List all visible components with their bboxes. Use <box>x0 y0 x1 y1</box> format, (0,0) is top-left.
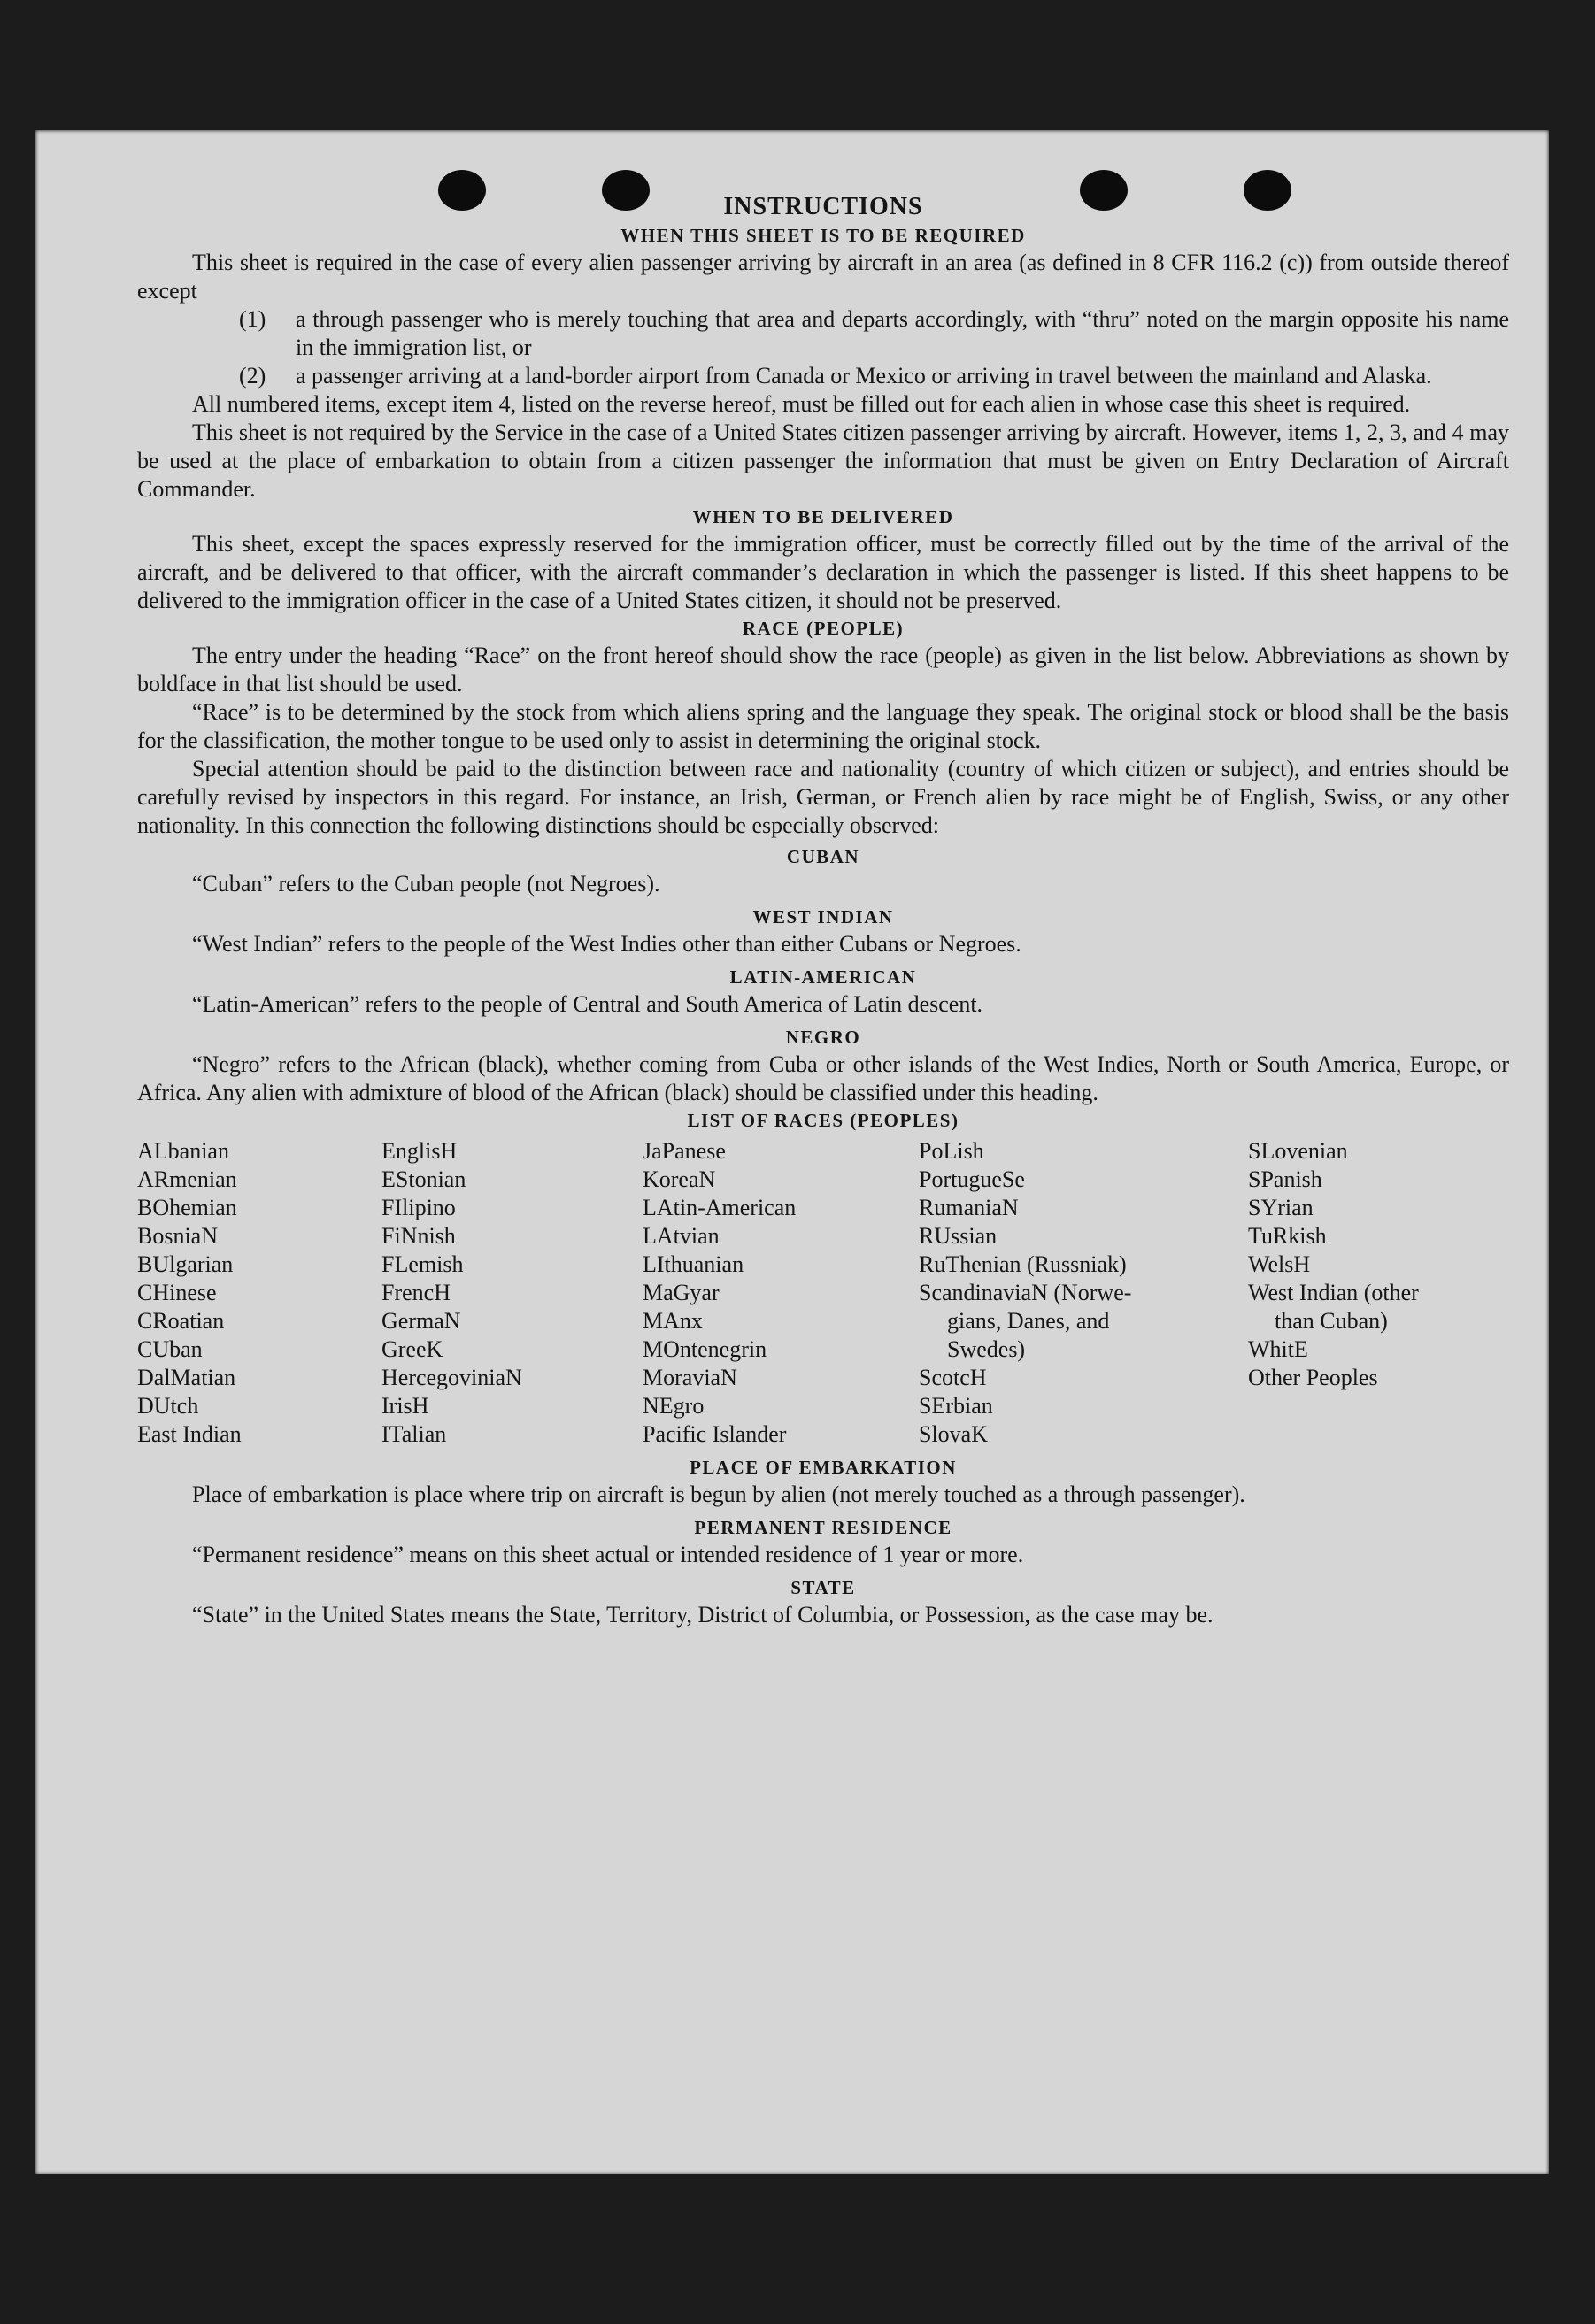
section-heading-latin-american: LATIN-AMERICAN <box>729 966 917 988</box>
race-paragraph: “Race” is to be determined by the stock from which aliens spring and the language they speak. The original stock or blood shall be the basis for the classification, the mother tongue to be used only to assist in determining the original stock. <box>137 699 1509 753</box>
race-paragraph: The entry under the heading “Race” on the front hereof should show the race (people) as given in the list below. Abbreviations as shown by boldface in that list should be used. <box>137 643 1509 696</box>
required-paragraph: All numbered items, except item 4, listed on the reverse hereof, must be filled out for each alien in whose case this sheet is required. <box>192 391 1411 417</box>
instructions-content <box>137 192 1509 1629</box>
race-entry: LAtvian <box>643 1223 720 1249</box>
race-entry: RuThenian (Russniak) <box>919 1251 1127 1277</box>
race-entry: DUtch <box>137 1393 199 1419</box>
race-entry: SPanish <box>1248 1166 1322 1192</box>
item-number: (1) <box>239 306 266 332</box>
section-heading-west-indian: WEST INDIAN <box>752 906 894 927</box>
races-column <box>919 1137 1248 1449</box>
race-entry: HercegoviniaN <box>381 1365 522 1390</box>
race-entry: FLemish <box>381 1251 464 1277</box>
race-entry: CUban <box>137 1336 203 1362</box>
race-entry: RUssian <box>919 1223 998 1249</box>
race-entry: GermaN <box>381 1308 461 1334</box>
race-entry: MOntenegrin <box>643 1336 767 1362</box>
race-entry: MoraviaN <box>643 1365 737 1390</box>
races-column <box>643 1137 919 1449</box>
latin-american-paragraph: “Latin-American” refers to the people of Central and South America of Latin descent. <box>192 991 983 1017</box>
race-entry: WelsH <box>1248 1251 1311 1277</box>
race-entry: BUlgarian <box>137 1251 234 1277</box>
race-entry: PoLish <box>919 1138 984 1164</box>
section-heading-state: STATE <box>790 1577 856 1598</box>
race-entry: WhitE <box>1248 1336 1308 1362</box>
race-entry: EStonian <box>381 1166 466 1192</box>
race-entry: LIthuanian <box>643 1251 744 1277</box>
race-entry: ARmenian <box>137 1166 237 1192</box>
negro-paragraph: “Negro” refers to the African (black), whether coming from Cuba or other islands of the West Indies, North or South America, Europe, or Africa. Any alien with admixture of blood of the African (black) should be classified under this heading. <box>137 1051 1509 1105</box>
race-entry: EnglisH <box>381 1138 458 1164</box>
race-entry: gians, Danes, and <box>947 1308 1110 1334</box>
required-intro: This sheet is required in the case of every alien passenger arriving by aircraft in an area (as defined in 8 CFR 116.2 (c)) from outside thereof except <box>137 250 1509 304</box>
cuban-paragraph: “Cuban” refers to the Cuban people (not Negroes). <box>192 871 660 897</box>
delivered-paragraph: This sheet, except the spaces expressly reserved for the immigration officer, must be correctly filled out by the time of the arrival of the aircraft, and be delivered to that officer, with the aircraft commander’s declaration in which the passenger is listed. If this sheet happens to be delivered to the immigration officer in the case of a United States citizen, it should not be preserved. <box>137 531 1509 613</box>
races-column <box>1248 1137 1496 1449</box>
race-entry: East Indian <box>137 1421 242 1447</box>
race-entry: SlovaK <box>919 1421 988 1447</box>
residence-paragraph: “Permanent residence” means on this sheet actual or intended residence of 1 year or more. <box>192 1542 1024 1567</box>
race-entry: BosniaN <box>137 1223 218 1249</box>
exception-item <box>137 362 1509 390</box>
required-paragraph: This sheet is not required by the Service in the case of a United States citizen passenger arriving by aircraft. However, items 1, 2, 3, and 4 may be used at the place of embarkation to obtain from a citizen passenger the information that must be given on Entry Declaration of Aircraft Commander. <box>137 419 1509 502</box>
west-indian-paragraph: “West Indian” refers to the people of the West Indies other than either Cubans or Negroes. <box>192 931 1021 957</box>
section-heading-residence: PERMANENT RESIDENCE <box>694 1517 952 1538</box>
race-entry: ScotcH <box>919 1365 987 1390</box>
race-entry: Swedes) <box>947 1336 1026 1362</box>
item-text: a through passenger who is merely touching that area and departs accordingly, with “thru” noted on the margin opposite his name in the immigration list, or <box>296 306 1509 360</box>
races-list-heading: LIST OF RACES (PEOPLES) <box>687 1110 959 1131</box>
race-entry: IrisH <box>381 1393 429 1419</box>
race-entry: KoreaN <box>643 1166 716 1192</box>
race-entry: SErbian <box>919 1393 993 1419</box>
race-entry: FiNnish <box>381 1223 456 1249</box>
race-entry: TuRkish <box>1248 1223 1327 1249</box>
document-sheet <box>35 130 1549 2174</box>
race-entry: ScandinaviaN (Norwe- <box>919 1280 1132 1305</box>
race-entry: FIlipino <box>381 1195 456 1220</box>
state-paragraph: “State” in the United States means the State, Territory, District of Columbia, or Possession, as the case may be. <box>192 1602 1214 1628</box>
race-entry: MAnx <box>643 1308 703 1334</box>
item-text: a passenger arriving at a land-border airport from Canada or Mexico or arriving in travel between the mainland and Alaska. <box>296 363 1432 389</box>
race-entry: PortugueSe <box>919 1166 1025 1192</box>
race-entry: MaGyar <box>643 1280 720 1305</box>
race-entry: SLovenian <box>1248 1138 1348 1164</box>
race-entry: West Indian (other <box>1248 1280 1419 1305</box>
race-entry: Other Peoples <box>1248 1365 1378 1390</box>
race-entry: LAtin-American <box>643 1195 797 1220</box>
section-heading-delivered: WHEN TO BE DELIVERED <box>692 506 954 527</box>
race-entry: SYrian <box>1248 1195 1314 1220</box>
race-entry: ALbanian <box>137 1138 229 1164</box>
section-heading-cuban: CUBAN <box>786 846 860 867</box>
race-entry: Pacific Islander <box>643 1421 787 1447</box>
exception-item <box>137 305 1509 362</box>
race-entry: NEgro <box>643 1393 705 1419</box>
section-heading-race: RACE (PEOPLE) <box>742 618 905 639</box>
races-column <box>137 1137 381 1449</box>
page-title: INSTRUCTIONS <box>723 193 923 220</box>
races-list <box>137 1137 1509 1449</box>
race-entry: DalMatian <box>137 1365 236 1390</box>
race-entry: FrencH <box>381 1280 451 1305</box>
races-column <box>381 1137 643 1449</box>
race-entry: CRoatian <box>137 1308 225 1334</box>
race-paragraph: Special attention should be paid to the distinction between race and nationality (country of which citizen or subject), and entries should be carefully revised by inspectors in this regard. For instance, an Irish, German, or French alien by race might be of English, Swiss, or any other nationality. In this connection the following distinctions should be especially observed: <box>137 756 1509 838</box>
embarkation-paragraph: Place of embarkation is place where trip on aircraft is begun by alien (not merely touched as a through passenger). <box>192 1481 1245 1507</box>
race-entry: than Cuban) <box>1275 1308 1388 1334</box>
section-heading-negro: NEGRO <box>785 1027 861 1048</box>
race-entry: GreeK <box>381 1336 443 1362</box>
race-entry: JaPanese <box>643 1138 726 1164</box>
race-entry: BOhemian <box>137 1195 237 1220</box>
section-heading-embarkation: PLACE OF EMBARKATION <box>690 1457 957 1478</box>
item-number: (2) <box>239 363 266 389</box>
race-entry: RumaniaN <box>919 1195 1019 1220</box>
race-entry: ITalian <box>381 1421 447 1447</box>
section-heading-required: WHEN THIS SHEET IS TO BE REQUIRED <box>620 225 1026 246</box>
race-entry: CHinese <box>137 1280 217 1305</box>
